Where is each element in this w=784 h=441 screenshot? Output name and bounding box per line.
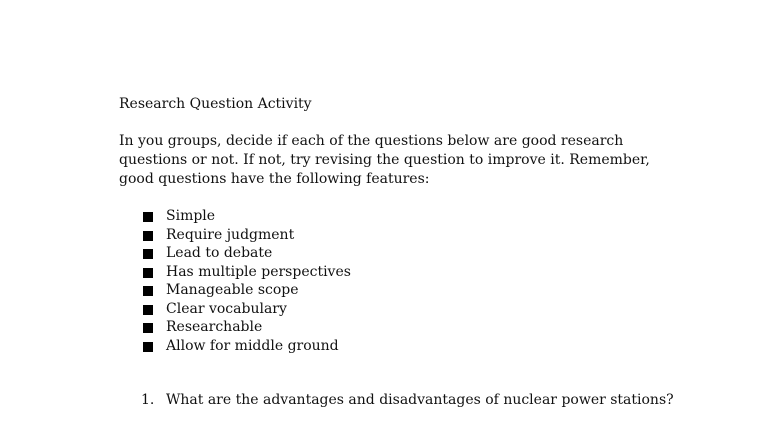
question-number: 1. xyxy=(141,392,155,408)
square-bullet-icon xyxy=(143,342,153,352)
feature-label: Lead to debate xyxy=(166,245,273,261)
feature-item xyxy=(119,207,679,226)
feature-item xyxy=(119,281,679,300)
feature-item xyxy=(119,318,679,337)
intro-paragraph: In you groups, decide if each of the questions below are good research questions or not. If not, try revising the question to improve it. Remember, good questions have the following features: xyxy=(119,133,650,187)
question-item xyxy=(119,391,679,410)
features-list xyxy=(119,207,679,355)
document-title: Research Question Activity xyxy=(119,96,312,112)
feature-label: Simple xyxy=(166,208,216,224)
feature-label: Manageable scope xyxy=(166,282,299,298)
square-bullet-icon xyxy=(143,231,153,241)
feature-item xyxy=(119,337,679,356)
questions-list xyxy=(119,391,679,410)
square-bullet-icon xyxy=(143,268,153,278)
feature-label: Require judgment xyxy=(166,226,295,243)
feature-label: Researchable xyxy=(166,319,263,335)
feature-item xyxy=(119,263,679,282)
feature-label: Has multiple perspectives xyxy=(166,263,351,280)
square-bullet-icon xyxy=(143,305,153,315)
feature-item xyxy=(119,226,679,245)
square-bullet-icon xyxy=(143,212,153,222)
feature-item xyxy=(119,300,679,319)
question-text: What are the advantages and disadvantages of nuclear power stations? xyxy=(166,392,674,408)
feature-item xyxy=(119,244,679,263)
square-bullet-icon xyxy=(143,286,153,296)
feature-label: Clear vocabulary xyxy=(166,300,287,317)
square-bullet-icon xyxy=(143,249,153,259)
document-body xyxy=(119,95,679,410)
square-bullet-icon xyxy=(143,323,153,333)
feature-label: Allow for middle ground xyxy=(166,337,339,354)
